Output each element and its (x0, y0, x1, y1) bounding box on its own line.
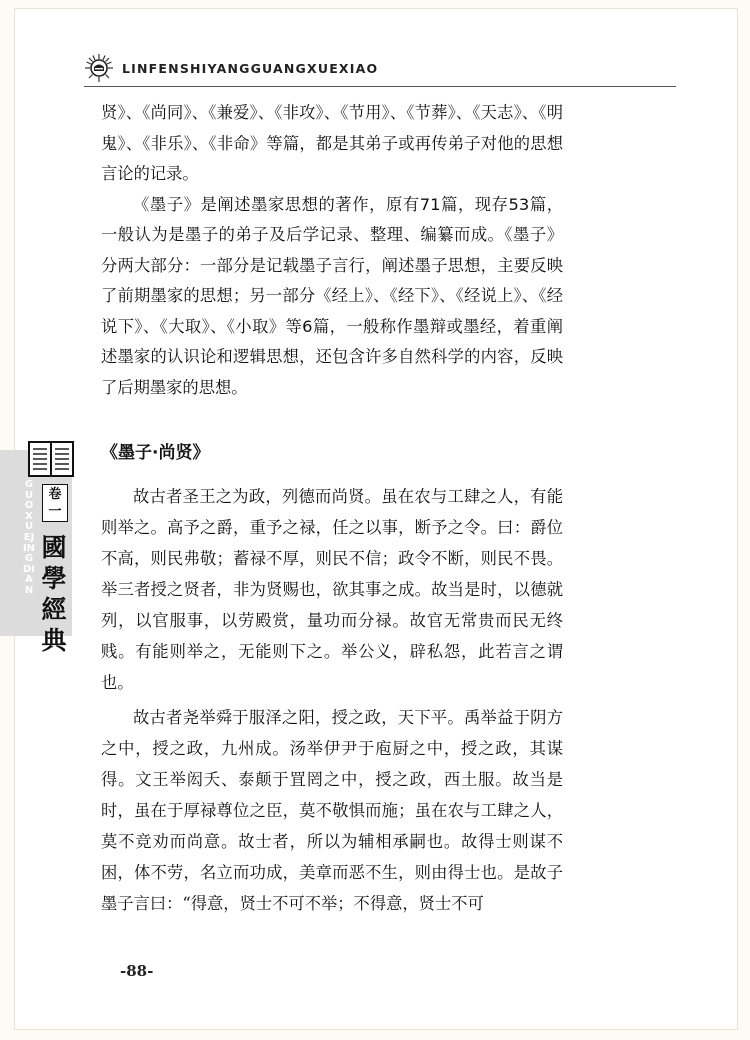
series-title: 國學經典 (41, 533, 67, 655)
header-rule (84, 86, 676, 87)
running-header (84, 52, 378, 84)
classic-paragraph: 故古者尧举舜于服泽之阳，授之政，天下平。禹举益于阴方之中，授之政，九州成。汤举伊尹于庖厨之中，授之政，其谋得。文王举闳夭、泰颠于罝罔之中，授之政，西土服。故当是时，虽在于厚禄尊位之臣，莫不敬惧而施；虽在农与工肆之人，莫不竞劝而尚意。故士者，所以为辅相承嗣也。故得士则谋不困，体不劳，名立而功成，美章而恶不生，则由得士也。是故子墨子言曰：“得意，贤士不可不举；不得意，贤士不可 (101, 708, 563, 913)
side-latin-label: GUOXUEJINGDIAN (22, 479, 36, 596)
running-title: LINFENSHIYANGGUANGXUEXIAO (122, 60, 379, 76)
page-number: -88- (120, 962, 154, 980)
section-heading: 《墨子·尚贤》 (101, 443, 210, 463)
classic-paragraph: 故古者圣王之为政，列德而尚贤。虽在农与工肆之人，有能则举之。高予之爵，重予之禄，任之以事，断予之令。曰：爵位不高，则民弗敬；蓄禄不厚，则民不信；政令不断，则民不畏。举三者授之贤者，非为贤赐也，欲其事之成。故当是时，以德就列，以官服事，以劳殿赏，量功而分禄。故官无常贵而民无终贱。有能则举之，无能则下之。举公义，辟私怨，此若言之谓也。 (101, 487, 563, 692)
intro-paragraph: 《墨子》是阐述墨家思想的著作，原有71篇，现存53篇，一般认为是墨子的弟子及后学记录、整理、编纂而成。《墨子》分两大部分：一部分是记载墨子言行，阐述墨子思想，主要反映了前期墨家的思想；另一部分《经上》、《经下》、《经说上》、《经说下》、《大取》、《小取》等6篇，一般称作墨辩或墨经，着重阐述墨家的认识论和逻辑思想，还包含许多自然科学的内容，反映了后期墨家的思想。 (101, 194, 563, 397)
intro-paragraph: 贤》、《尚同》、《兼爱》、《非攻》、《节用》、《节葬》、《天志》、《明鬼》、《非乐》、《非命》等篇，都是其弟子或再传弟子对他的思想言论的记录。 (101, 103, 563, 183)
sun-emblem-icon (84, 53, 114, 83)
volume-label: 卷一 (42, 484, 68, 522)
main-text (101, 98, 563, 923)
open-book-icon (28, 440, 74, 478)
